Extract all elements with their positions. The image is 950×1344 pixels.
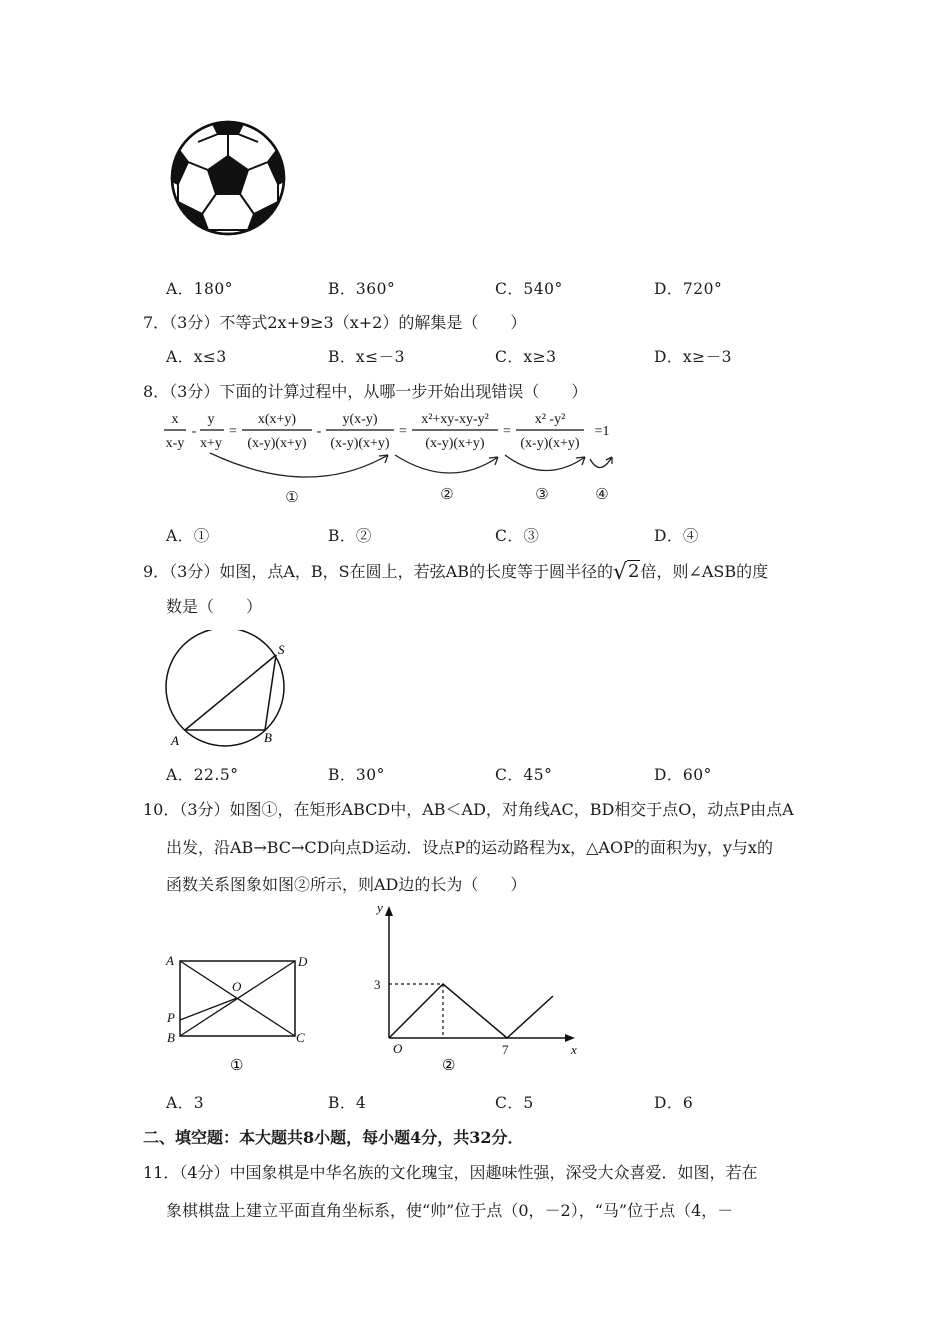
q9-option-c: C．45° <box>495 766 553 784</box>
label-o: O <box>232 979 242 994</box>
q10-line2: 出发，沿AB→BC→CD向点D运动．设点P的运动路程为x，△AOP的面积为y，y与x的 <box>166 838 773 857</box>
q9-stem-line1 <box>143 560 769 585</box>
q8-option-a: A．① <box>166 527 210 545</box>
step3-marker: ③ <box>535 487 549 503</box>
term3-numerator: x(x+y) <box>257 412 297 427</box>
origin-label: O <box>393 1041 403 1056</box>
q10-line3: 函数关系图象如图②所示，则AD边的长为（ ） <box>166 875 527 894</box>
q7-option-a: A．x≤3 <box>166 348 227 366</box>
equals-3: = <box>503 424 511 439</box>
step1-marker: ① <box>285 490 299 506</box>
q9-stem-line2: 数是（ ） <box>166 597 263 616</box>
q10-option-d: D．6 <box>654 1094 694 1112</box>
soccer-ball-figure <box>168 118 288 238</box>
q9-option-a: A．22.5° <box>166 766 239 784</box>
circle <box>166 630 284 746</box>
x-axis-label: x <box>571 1042 577 1057</box>
term3-denominator: (x-y)(x+y) <box>247 436 307 451</box>
q8-formula-figure <box>160 405 620 510</box>
label-c: C <box>296 1030 305 1045</box>
q6-option-c: C．540° <box>495 280 563 298</box>
figure-1-caption: ① <box>230 1058 244 1074</box>
label-b: B <box>264 730 272 745</box>
term2-denominator: x+y <box>200 436 222 451</box>
sqrt-radicand: 2 <box>627 561 640 582</box>
label-a: A <box>171 733 179 748</box>
q8-option-c: C．③ <box>495 527 540 545</box>
q9-option-b: B．30° <box>328 766 385 784</box>
q10-option-c: C．5 <box>495 1094 534 1112</box>
q11-line1: 11．（4分）中国象棋是中华名族的文化瑰宝，因趣味性强，深受大众喜爱．如图，若在 <box>143 1163 758 1182</box>
y-axis-label: y <box>377 900 383 915</box>
q11-line2: 象棋棋盘上建立平面直角坐标系，使“帅”位于点（0，－2），“马”位于点（4，－ <box>166 1201 734 1220</box>
label-s: S <box>278 642 285 657</box>
q6-option-d: D．720° <box>654 280 723 298</box>
figure-2-caption: ② <box>442 1058 456 1074</box>
q7-option-d: D．x≥－3 <box>654 348 733 366</box>
tick-three: 3 <box>374 977 381 992</box>
q9-stem-post: 倍，则∠ASB的度 <box>640 562 769 581</box>
q9-option-d: D．60° <box>654 766 712 784</box>
term6-numerator: x² -y² <box>534 412 566 427</box>
label-d: D <box>298 954 308 969</box>
q8-option-d: D．④ <box>654 527 699 545</box>
q10-line1: 10．（3分）如图①，在矩形ABCD中，AB＜AD，对角线AC，BD相交于点O，动点P由点A <box>143 800 794 819</box>
tick-seven: 7 <box>502 1042 509 1057</box>
q7-option-c: C．x≥3 <box>495 348 557 366</box>
minus-2: - <box>316 424 322 439</box>
q8-option-b: B．② <box>328 527 372 545</box>
label-p: P <box>167 1010 175 1025</box>
graph-line <box>389 984 553 1038</box>
equals-1: = <box>229 424 237 439</box>
equals-2: = <box>399 424 407 439</box>
q10-graph-figure <box>365 898 590 1080</box>
label-b: B <box>167 1030 175 1045</box>
q10-rectangle-figure <box>160 950 320 1075</box>
step1-arrow <box>210 453 388 477</box>
term1-denominator: x-y <box>165 436 185 451</box>
minus-1: - <box>191 424 197 439</box>
q6-option-a: A．180° <box>166 280 234 298</box>
q10-option-b: B．4 <box>328 1094 367 1112</box>
q9-stem-pre: 9．（3分）如图，点A，B，S在圆上，若弦AB的长度等于圆半径的 <box>143 562 613 581</box>
q9-circle-figure <box>160 630 295 750</box>
step2-arrow <box>395 455 498 473</box>
term4-numerator: y(x-y) <box>342 412 378 427</box>
q8-stem: 8．（3分）下面的计算过程中，从哪一步开始出现错误（ ） <box>143 382 588 401</box>
term5-denominator: (x-y)(x+y) <box>425 436 485 451</box>
term4-denominator: (x-y)(x+y) <box>330 436 390 451</box>
term2-numerator: y <box>207 412 215 427</box>
q10-option-a: A．3 <box>166 1094 205 1112</box>
q7-stem: 7．（3分）不等式2x+9≥3（x+2）的解集是（ ） <box>143 313 527 332</box>
chord-as <box>185 655 276 730</box>
label-a: A <box>166 953 174 968</box>
result: =1 <box>594 424 610 439</box>
sqrt-sign: √ <box>612 560 627 585</box>
term5-numerator: x²+xy-xy-y² <box>421 412 489 427</box>
section-2-heading: 二、填空题：本大题共8小题，每小题4分，共32分． <box>143 1128 524 1147</box>
step2-marker: ② <box>440 487 454 503</box>
term6-denominator: (x-y)(x+y) <box>520 436 580 451</box>
term1-numerator: x <box>171 412 179 427</box>
step3-arrow <box>505 455 585 471</box>
q6-option-b: B．360° <box>328 280 396 298</box>
q7-option-b: B．x≤－3 <box>328 348 405 366</box>
step4-marker: ④ <box>595 487 609 503</box>
